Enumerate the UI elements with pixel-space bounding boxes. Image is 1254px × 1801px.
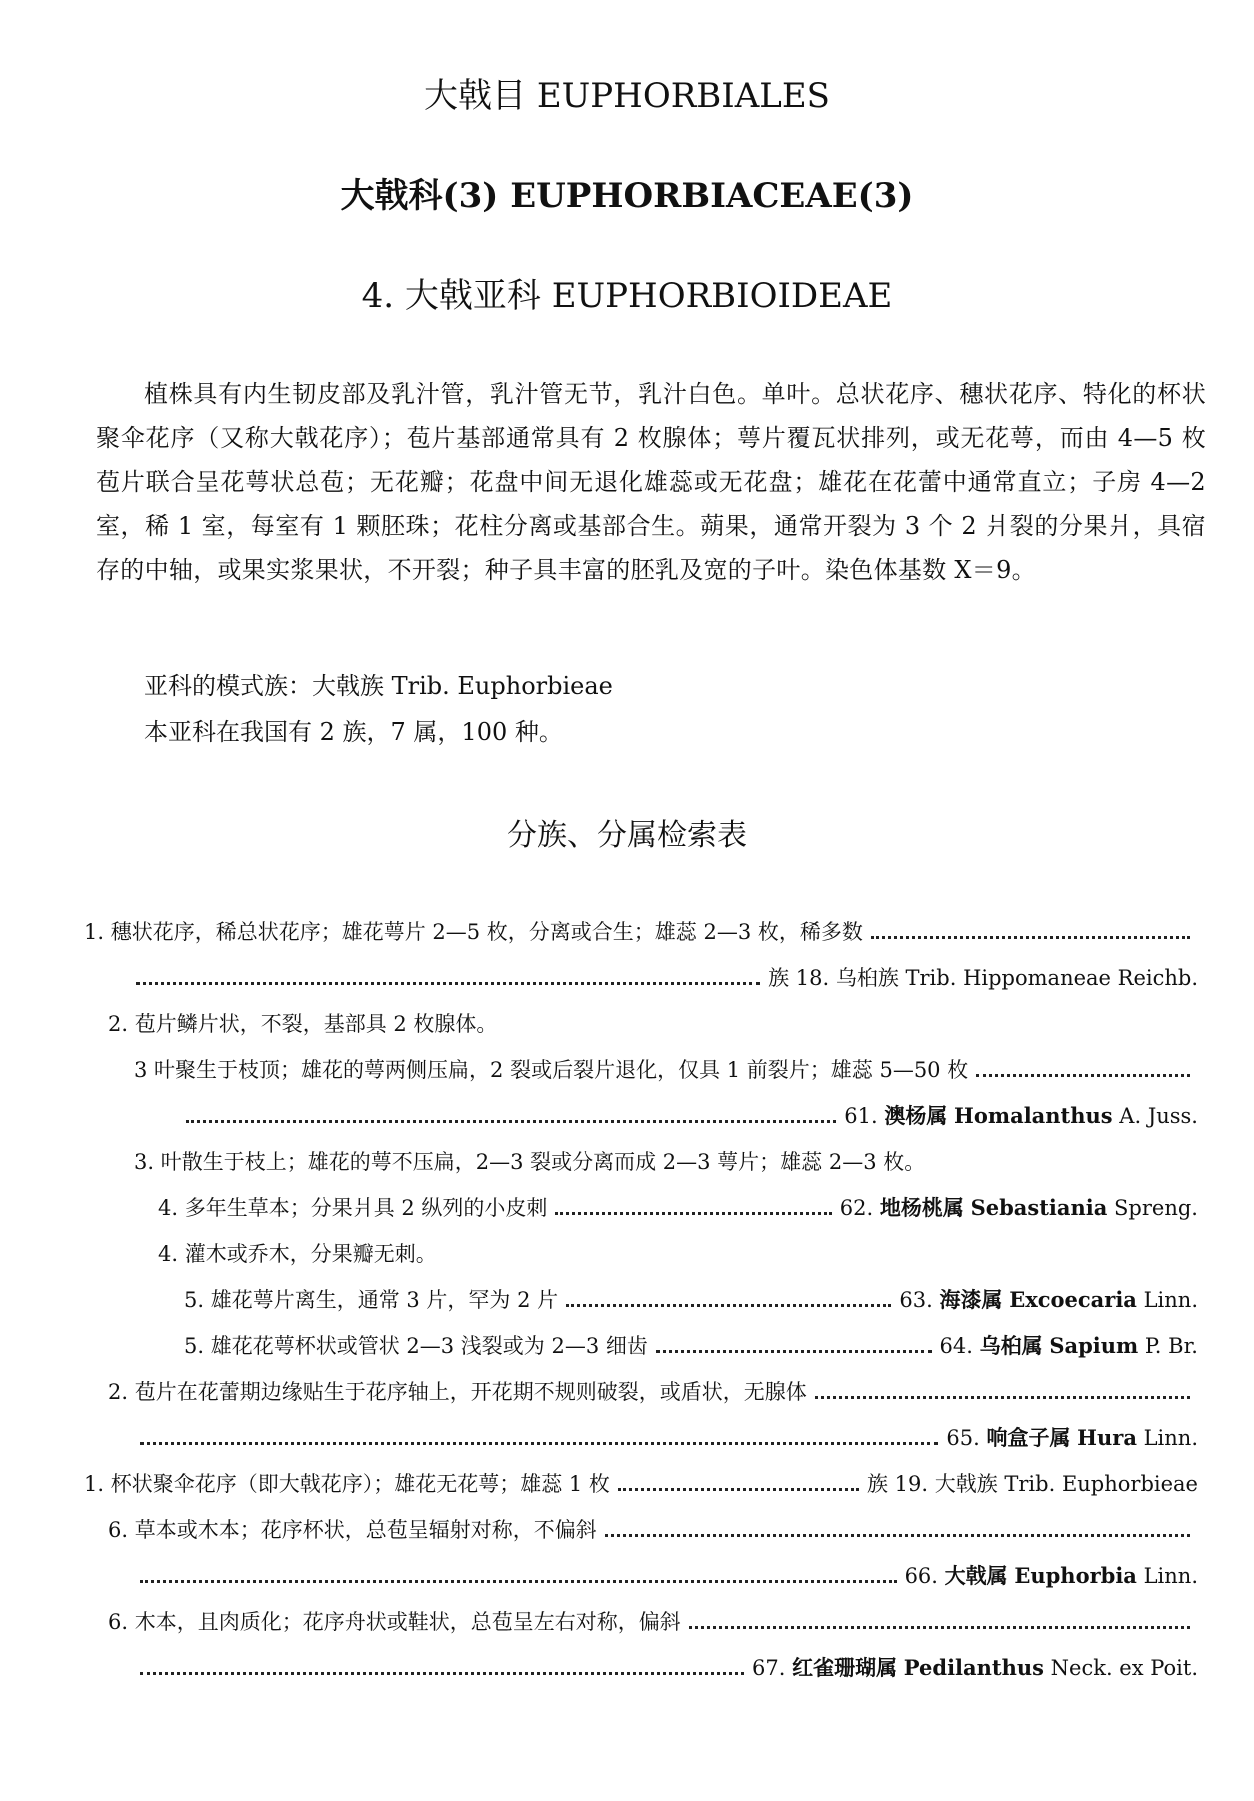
key-row <box>140 1558 1198 1590</box>
key-result-tribe: 族 19. 大戟族 Trib. Euphorbieae <box>866 1472 1198 1496</box>
dot-leader <box>871 936 1190 939</box>
dot-leader <box>555 1212 831 1215</box>
key-row <box>158 1236 1198 1268</box>
key-result-genus: 65. 响盒子属 Hura Linn. <box>946 1425 1198 1450</box>
key-row <box>108 1374 1198 1406</box>
key-row <box>158 1190 1198 1222</box>
dot-leader <box>689 1626 1190 1629</box>
key-result-genus: 64. 乌桕属 Sapium P. Br. <box>939 1333 1198 1358</box>
dot-leader <box>140 1442 938 1445</box>
key-result-genus: 66. 大戟属 Euphorbia Linn. <box>904 1563 1198 1588</box>
key-row <box>134 1052 1198 1084</box>
key-result-genus: 63. 海漆属 Excoecaria Linn. <box>899 1287 1198 1312</box>
key-lead-text: 6. 木本，且肉质化；花序舟状或鞋状，总苞呈左右对称，偏斜 <box>108 1610 681 1634</box>
dot-leader <box>140 1672 744 1675</box>
type-tribe-line: 亚科的模式族：大戟族 Trib. Euphorbieae <box>144 672 613 700</box>
dot-leader <box>815 1396 1190 1399</box>
key-row <box>108 1006 1198 1038</box>
key-result-genus: 67. 红雀珊瑚属 Pedilanthus Neck. ex Poit. <box>752 1655 1198 1680</box>
key-lead-text: 2. 苞片在花蕾期边缘贴生于花序轴上，开花期不规则破裂，或盾状，无腺体 <box>108 1380 807 1404</box>
key-result-genus: 62. 地杨桃属 Sebastiania Spreng. <box>839 1195 1198 1220</box>
key-lead-text: 5. 雄花萼片离生，通常 3 片，罕为 2 片 <box>184 1288 559 1312</box>
key-row <box>184 1328 1198 1360</box>
count-line: 本亚科在我国有 2 族，7 属，100 种。 <box>144 718 563 746</box>
key-row <box>140 1420 1198 1452</box>
key-lead-text: 3 叶聚生于枝顶；雄花的萼两侧压扁，2 裂或后裂片退化，仅具 1 前裂片；雄蕊 5—50 枚 <box>134 1058 969 1082</box>
key-row <box>84 1466 1198 1498</box>
key-lead-text: 2. 苞片鳞片状，不裂，基部具 2 枚腺体。 <box>108 1012 498 1036</box>
dot-leader <box>618 1488 859 1491</box>
order-title: 大戟目 EUPHORBIALES <box>424 76 830 116</box>
key-row <box>134 1144 1198 1176</box>
key-row <box>108 1604 1198 1636</box>
key-title: 分族、分属检索表 <box>507 818 747 853</box>
key-lead-text: 6. 草本或木本；花序杯状，总苞呈辐射对称，不偏斜 <box>108 1518 597 1542</box>
dot-leader <box>976 1074 1190 1077</box>
key-row <box>84 914 1198 946</box>
key-lead-text: 3. 叶散生于枝上；雄花的萼不压扁，2—3 裂或分离而成 2—3 萼片；雄蕊 2—3 枚。 <box>134 1150 926 1174</box>
dot-leader <box>186 1120 836 1123</box>
subfamily-title: 4. 大戟亚科 EUPHORBIOIDEAE <box>361 276 893 316</box>
subfamily-description: 植株具有内生韧皮部及乳汁管，乳汁管无节，乳汁白色。单叶。总状花序、穗状花序、特化的杯状聚伞花序（又称大戟花序）；苞片基部通常具有 2 枚腺体；萼片覆瓦状排列，或无花萼，而由 4—5 枚苞片联合呈花萼状总苞；无花瓣；花盘中间无退化雄蕊或无花盘；雄花在花蕾中通常直立；子房 4—2 室，稀 1 室，每室有 1 颗胚珠；花柱分离或基部合生。蒴果，通常开裂为 3 个 2 爿裂的分果爿，具宿存的中轴，或果实浆果状，不开裂；种子具丰富的胚乳及宽的子叶。染色体基数 X＝9。 <box>96 380 1206 584</box>
dot-leader <box>656 1350 932 1353</box>
dot-leader <box>605 1534 1190 1537</box>
family-title: 大戟科(3) EUPHORBIACEAE(3) <box>340 176 914 216</box>
key-row <box>140 1650 1198 1682</box>
key-lead-text: 1. 杯状聚伞花序（即大戟花序）；雄花无花萼；雄蕊 1 枚 <box>84 1472 610 1496</box>
key-lead-text: 4. 灌木或乔木，分果瓣无刺。 <box>158 1242 437 1266</box>
key-row <box>184 1282 1198 1314</box>
key-lead-text: 5. 雄花花萼杯状或管状 2—3 浅裂或为 2—3 细齿 <box>184 1334 648 1358</box>
key-row <box>108 1512 1198 1544</box>
key-row <box>136 960 1198 992</box>
key-result-tribe: 族 18. 乌桕族 Trib. Hippomaneae Reichb. <box>768 966 1198 990</box>
key-row <box>186 1098 1198 1130</box>
key-lead-text: 1. 穗状花序，稀总状花序；雄花萼片 2—5 枚，分离或合生；雄蕊 2—3 枚，稀多数 <box>84 920 863 944</box>
dot-leader <box>566 1304 891 1307</box>
key-lead-text: 4. 多年生草本；分果爿具 2 纵列的小皮刺 <box>158 1196 548 1220</box>
key-result-genus: 61. 澳杨属 Homalanthus A. Juss. <box>844 1103 1198 1128</box>
dot-leader <box>140 1580 897 1583</box>
dot-leader <box>136 982 760 985</box>
